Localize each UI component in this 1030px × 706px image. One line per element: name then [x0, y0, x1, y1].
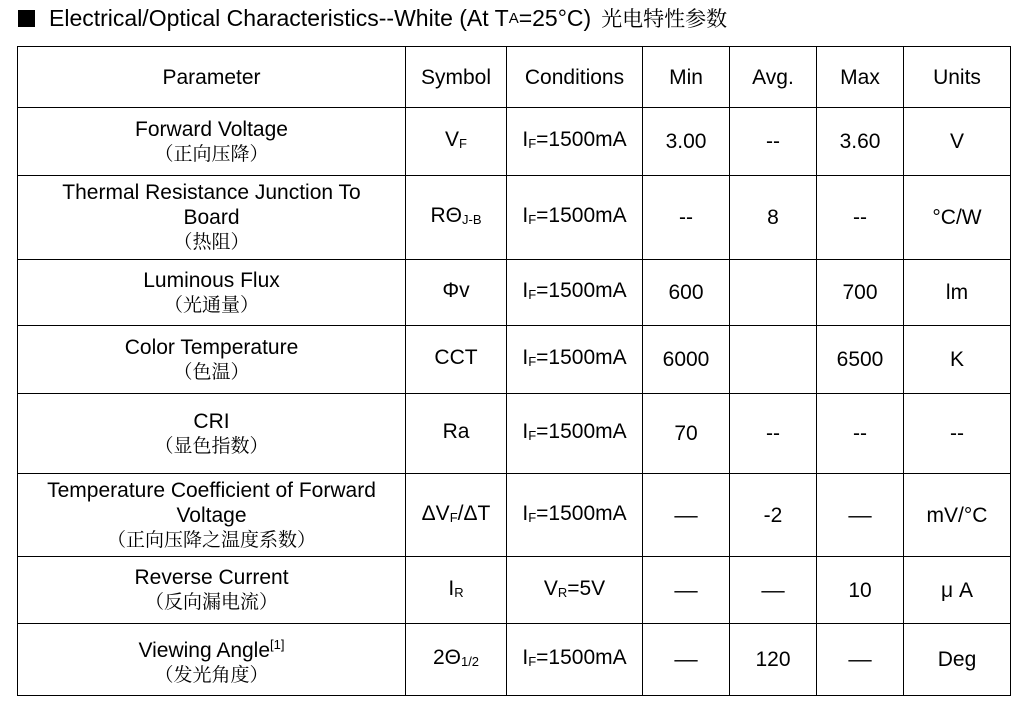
section-title-text-end: =25°C) — [518, 4, 592, 31]
section-title-chinese: 光电特性参数 — [601, 7, 728, 31]
parameter-name-chinese: （正向压降） — [154, 142, 269, 165]
parameter-name — [20, 205, 403, 230]
unit-cell: Deg — [904, 624, 1011, 696]
parameter-name-chinese: （发光角度） — [154, 663, 269, 686]
max-cell: -- — [817, 394, 904, 474]
max-cell: 6500 — [817, 326, 904, 394]
parameter-cell — [18, 176, 406, 260]
symbol-cell — [406, 557, 507, 624]
symbol-cell-subscript: R — [454, 584, 464, 600]
header-symbol: Symbol — [406, 47, 507, 108]
symbol-cell — [406, 326, 507, 394]
characteristics-table — [17, 46, 1011, 696]
parameter-name — [20, 180, 403, 205]
condition-cell-suffix: =1500mA — [536, 646, 627, 669]
min-cell: 70 — [643, 394, 730, 474]
table-row — [18, 624, 1011, 696]
parameter-name-text: Voltage — [176, 503, 247, 527]
symbol-cell-suffix: /ΔT — [457, 501, 491, 525]
condition-cell-main: I — [522, 646, 529, 669]
condition-cell — [507, 108, 643, 176]
condition-cell-main: I — [522, 204, 529, 227]
condition-cell-subscript: F — [528, 509, 537, 525]
symbol-cell — [406, 176, 507, 260]
condition-cell-main: V — [543, 576, 558, 600]
min-cell: –– — [643, 557, 730, 624]
parameter-name-chinese: （反向漏电流） — [144, 591, 278, 613]
unit-cell: V — [904, 108, 1011, 176]
condition-cell — [507, 326, 643, 394]
parameter-cell — [18, 108, 406, 176]
parameter-name-chinese: （光通量） — [163, 293, 259, 316]
parameter-name — [20, 478, 403, 503]
max-cell: 3.60 — [817, 108, 904, 176]
parameter-name — [20, 268, 403, 293]
parameter-name-text: CRI — [193, 409, 230, 433]
min-cell: 6000 — [643, 326, 730, 394]
avg-cell: 120 — [730, 624, 817, 696]
condition-cell-subscript: F — [528, 212, 537, 227]
symbol-cell-subscript: F — [459, 136, 467, 151]
symbol-cell-main: RΘ — [430, 204, 462, 227]
parameter-name — [20, 117, 403, 142]
condition-cell-subscript: F — [528, 428, 537, 443]
symbol-cell — [406, 394, 507, 474]
symbol-cell — [406, 260, 507, 326]
unit-cell: μ A — [904, 557, 1011, 624]
parameter-name-text: Color Temperature — [124, 335, 299, 359]
header-avg: Avg. — [730, 47, 817, 108]
header-conditions: Conditions — [507, 47, 643, 108]
condition-cell — [507, 394, 643, 474]
unit-cell: mV/°C — [904, 474, 1011, 557]
min-cell: –– — [643, 474, 730, 557]
min-cell: 600 — [643, 260, 730, 326]
condition-cell-subscript: F — [528, 354, 537, 369]
condition-cell-suffix: =1500mA — [536, 501, 627, 525]
parameter-name — [20, 409, 403, 434]
max-cell: –– — [817, 624, 904, 696]
condition-cell-suffix: =5V — [567, 576, 606, 600]
avg-cell: –– — [730, 557, 817, 624]
symbol-cell — [406, 108, 507, 176]
avg-cell — [730, 260, 817, 326]
section-title-subscript: A — [508, 9, 519, 27]
parameter-cell — [18, 326, 406, 394]
condition-cell-main: I — [522, 420, 529, 443]
section-title — [18, 2, 727, 34]
table-header-row — [18, 47, 1011, 108]
table-row — [18, 260, 1011, 326]
parameter-name-text: Board — [183, 206, 240, 229]
header-parameter: Parameter — [18, 47, 406, 108]
condition-cell-subscript: F — [528, 136, 537, 151]
max-cell: 700 — [817, 260, 904, 326]
min-cell: -- — [643, 176, 730, 260]
condition-cell-suffix: =1500mA — [536, 128, 627, 151]
table-row — [18, 326, 1011, 394]
table-row — [18, 108, 1011, 176]
condition-cell-subscript: R — [557, 584, 568, 600]
parameter-name-chinese: （热阻） — [173, 231, 250, 253]
symbol-cell-main: Ra — [442, 420, 470, 443]
condition-cell-suffix: =1500mA — [536, 420, 627, 443]
symbol-cell-subscript: 1/2 — [460, 654, 480, 669]
parameter-name-chinese: （显色指数） — [154, 434, 269, 457]
min-cell: –– — [643, 624, 730, 696]
parameter-cell — [18, 394, 406, 474]
unit-cell: K — [904, 326, 1011, 394]
condition-cell — [507, 260, 643, 326]
max-cell: -- — [817, 176, 904, 260]
condition-cell-main: I — [522, 279, 529, 302]
parameter-name-text: Temperature Coefficient of Forward — [47, 478, 376, 502]
condition-cell-subscript: F — [528, 654, 537, 669]
symbol-cell-main: I — [448, 576, 455, 600]
parameter-name-text: Forward Voltage — [135, 117, 288, 141]
condition-cell-main: I — [522, 346, 529, 369]
parameter-cell — [18, 624, 406, 696]
condition-cell — [507, 474, 643, 557]
black-square-bullet-icon — [18, 10, 35, 27]
header-min: Min — [643, 47, 730, 108]
avg-cell: -- — [730, 394, 817, 474]
condition-cell-suffix: =1500mA — [536, 279, 627, 302]
parameter-name-text: Viewing Angle — [138, 638, 271, 662]
symbol-cell-main: 2Θ — [432, 646, 461, 669]
table-row — [18, 474, 1011, 557]
parameter-name — [20, 632, 403, 663]
max-cell: –– — [817, 474, 904, 557]
parameter-name-text: Luminous Flux — [143, 268, 280, 292]
avg-cell: 8 — [730, 176, 817, 260]
parameter-name-chinese: （正向压降之温度系数） — [106, 528, 316, 551]
table-row — [18, 394, 1011, 474]
parameter-name-chinese: （色温） — [173, 360, 250, 383]
min-cell: 3.00 — [643, 108, 730, 176]
condition-cell-subscript: F — [528, 287, 537, 302]
section-title-text: Electrical/Optical Characteristics--White (At T — [49, 4, 509, 31]
unit-cell: lm — [904, 260, 1011, 326]
condition-cell — [507, 176, 643, 260]
avg-cell — [730, 326, 817, 394]
parameter-name-text: Thermal Resistance Junction To — [62, 181, 361, 204]
parameter-name — [20, 565, 403, 590]
footnote-marker: [1] — [270, 636, 285, 652]
symbol-cell — [406, 474, 507, 557]
parameter-cell — [18, 557, 406, 624]
condition-cell-suffix: =1500mA — [536, 204, 627, 227]
symbol-cell-main: CCT — [434, 346, 478, 369]
symbol-cell-main: ΔV — [421, 501, 450, 525]
parameter-name — [20, 335, 403, 360]
table-row — [18, 176, 1011, 260]
unit-cell: -- — [904, 394, 1011, 474]
avg-cell: -- — [730, 108, 817, 176]
condition-cell-main: I — [522, 501, 529, 525]
condition-cell-main: I — [522, 128, 529, 151]
table-row — [18, 557, 1011, 624]
symbol-cell-subscript: F — [449, 509, 458, 525]
symbol-cell-subscript: J-B — [462, 212, 482, 227]
symbol-cell-main: Φv — [442, 279, 470, 302]
parameter-name — [20, 503, 403, 528]
symbol-cell-main: V — [445, 128, 460, 151]
header-units: Units — [904, 47, 1011, 108]
header-max: Max — [817, 47, 904, 108]
parameter-cell — [18, 474, 406, 557]
symbol-cell — [406, 624, 507, 696]
condition-cell — [507, 624, 643, 696]
parameter-name-text: Reverse Current — [134, 566, 289, 589]
avg-cell: -2 — [730, 474, 817, 557]
unit-cell: °C/W — [904, 176, 1011, 260]
condition-cell — [507, 557, 643, 624]
condition-cell-suffix: =1500mA — [536, 346, 627, 369]
parameter-cell — [18, 260, 406, 326]
max-cell: 10 — [817, 557, 904, 624]
